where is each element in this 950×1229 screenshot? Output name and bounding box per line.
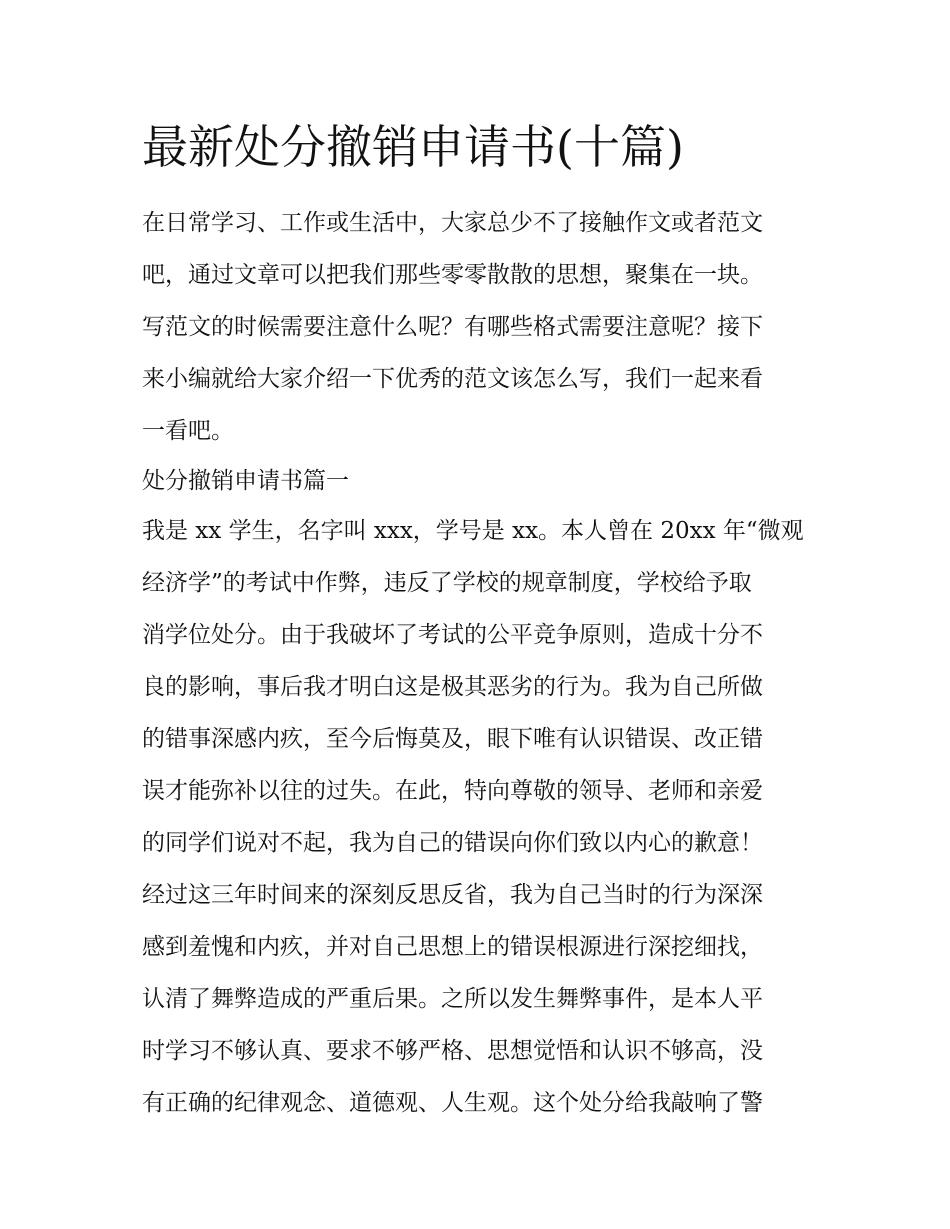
body-line: 时学习不够认真、要求不够严格、思想觉悟和认识不够高，没 (142, 1038, 763, 1064)
body-line: 感到羞愧和内疚，并对自己思想上的错误根源进行深挖细找， (142, 934, 763, 960)
body-line: 消学位处分。由于我破坏了考试的公平竞争原则，造成十分不 (142, 622, 763, 648)
document-title: 最新处分撤销申请书(十篇) (142, 120, 684, 174)
body-line: 我是 xx 学生，名字叫 xxx，学号是 xx。本人曾在 20xx 年“微观 (142, 518, 804, 544)
body-line: 的同学们说对不起，我为自己的错误向你们致以内心的歉意！ (142, 830, 763, 856)
body-line: 认清了舞弊造成的严重后果。之所以发生舞弊事件，是本人平 (142, 986, 763, 1012)
section-heading: 处分撤销申请书篇一 (142, 468, 349, 494)
body-line: 误才能弥补以往的过失。在此，特向尊敬的领导、老师和亲爱 (142, 778, 763, 804)
intro-line: 一看吧。 (142, 418, 234, 444)
body-line: 经济学”的考试中作弊，违反了学校的规章制度，学校给予取 (142, 570, 752, 596)
intro-line: 在日常学习、工作或生活中，大家总少不了接触作文或者范文 (142, 210, 763, 236)
body-line: 的错事深感内疚，至今后悔莫及，眼下唯有认识错误、改正错 (142, 726, 763, 752)
intro-line: 来小编就给大家介绍一下优秀的范文该怎么写，我们一起来看 (142, 366, 763, 392)
body-line: 良的影响，事后我才明白这是极其恶劣的行为。我为自己所做 (142, 674, 763, 700)
intro-line: 吧，通过文章可以把我们那些零零散散的思想，聚集在一块。 (142, 262, 763, 288)
intro-line: 写范文的时候需要注意什么呢？有哪些格式需要注意呢？接下 (142, 314, 763, 340)
body-line: 经过这三年时间来的深刻反思反省，我为自己当时的行为深深 (142, 882, 763, 908)
body-line: 有正确的纪律观念、道德观、人生观。这个处分给我敲响了警 (142, 1090, 763, 1116)
